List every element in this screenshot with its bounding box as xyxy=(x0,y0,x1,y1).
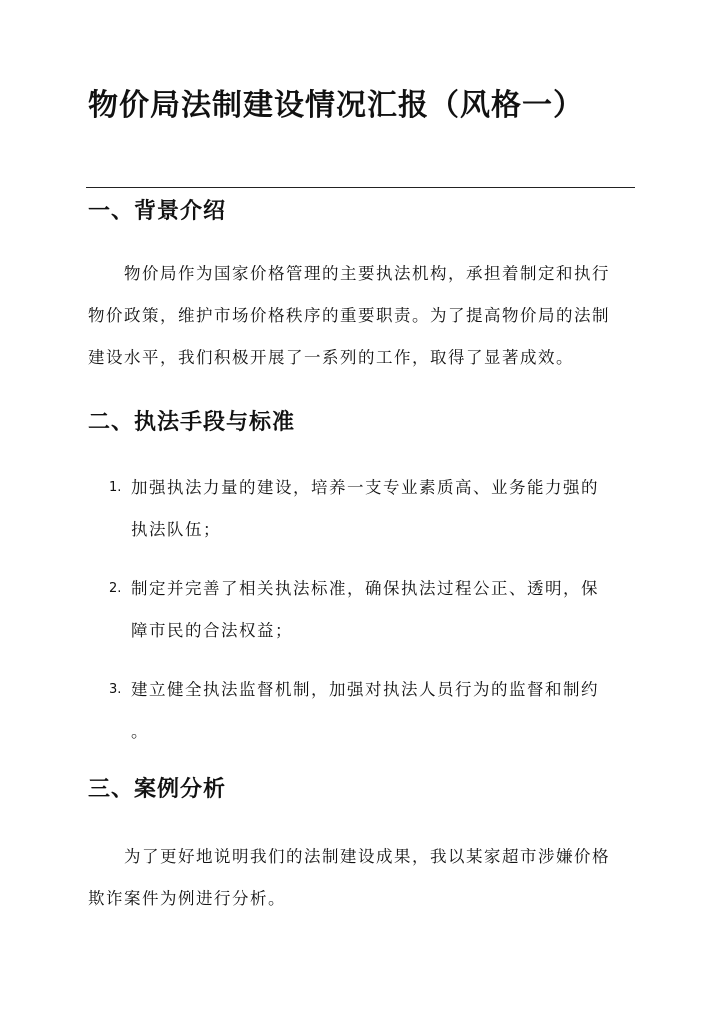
list-item-line: 。 xyxy=(131,722,149,741)
list-item xyxy=(88,568,634,652)
list-item-number: 1. xyxy=(109,480,122,495)
paragraph-line: 为了更好地说明我们的法制建设成果，我以某家超市涉嫌价格 xyxy=(124,847,610,866)
paragraph-line: 物价局作为国家价格管理的主要执法机构，承担着制定和执行 xyxy=(124,264,610,283)
list-item-line: 加强执法力量的建设，培养一支专业素质高、业务能力强的 xyxy=(131,478,599,497)
section-heading-enforcement: 二、执法手段与标准 xyxy=(88,409,296,435)
section-heading-case-analysis: 三、案例分析 xyxy=(88,776,227,802)
document-title: 物价局法制建设情况汇报（风格一） xyxy=(88,88,584,123)
paragraph-line: 欺诈案件为例进行分析。 xyxy=(88,889,286,908)
list-item-line: 建立健全执法监督机制，加强对执法人员行为的监督和制约 xyxy=(131,680,599,699)
list-item-line: 执法队伍； xyxy=(131,520,221,539)
list-item xyxy=(88,669,634,753)
enforcement-list xyxy=(88,467,634,770)
paragraph-line: 建设水平，我们积极开展了一系列的工作，取得了显著成效。 xyxy=(88,348,574,367)
title-divider xyxy=(86,187,635,188)
section-paragraph-case-analysis xyxy=(88,836,634,920)
section-paragraph-background xyxy=(88,253,634,379)
list-item-number: 2. xyxy=(109,581,122,596)
list-item-line: 制定并完善了相关执法标准，确保执法过程公正、透明，保 xyxy=(131,579,599,598)
paragraph-line: 物价政策，维护市场价格秩序的重要职责。为了提高物价局的法制 xyxy=(88,306,610,325)
section-heading-background: 一、背景介绍 xyxy=(88,198,227,224)
list-item-line: 障市民的合法权益； xyxy=(131,621,293,640)
list-item xyxy=(88,467,634,551)
list-item-number: 3. xyxy=(109,682,122,697)
